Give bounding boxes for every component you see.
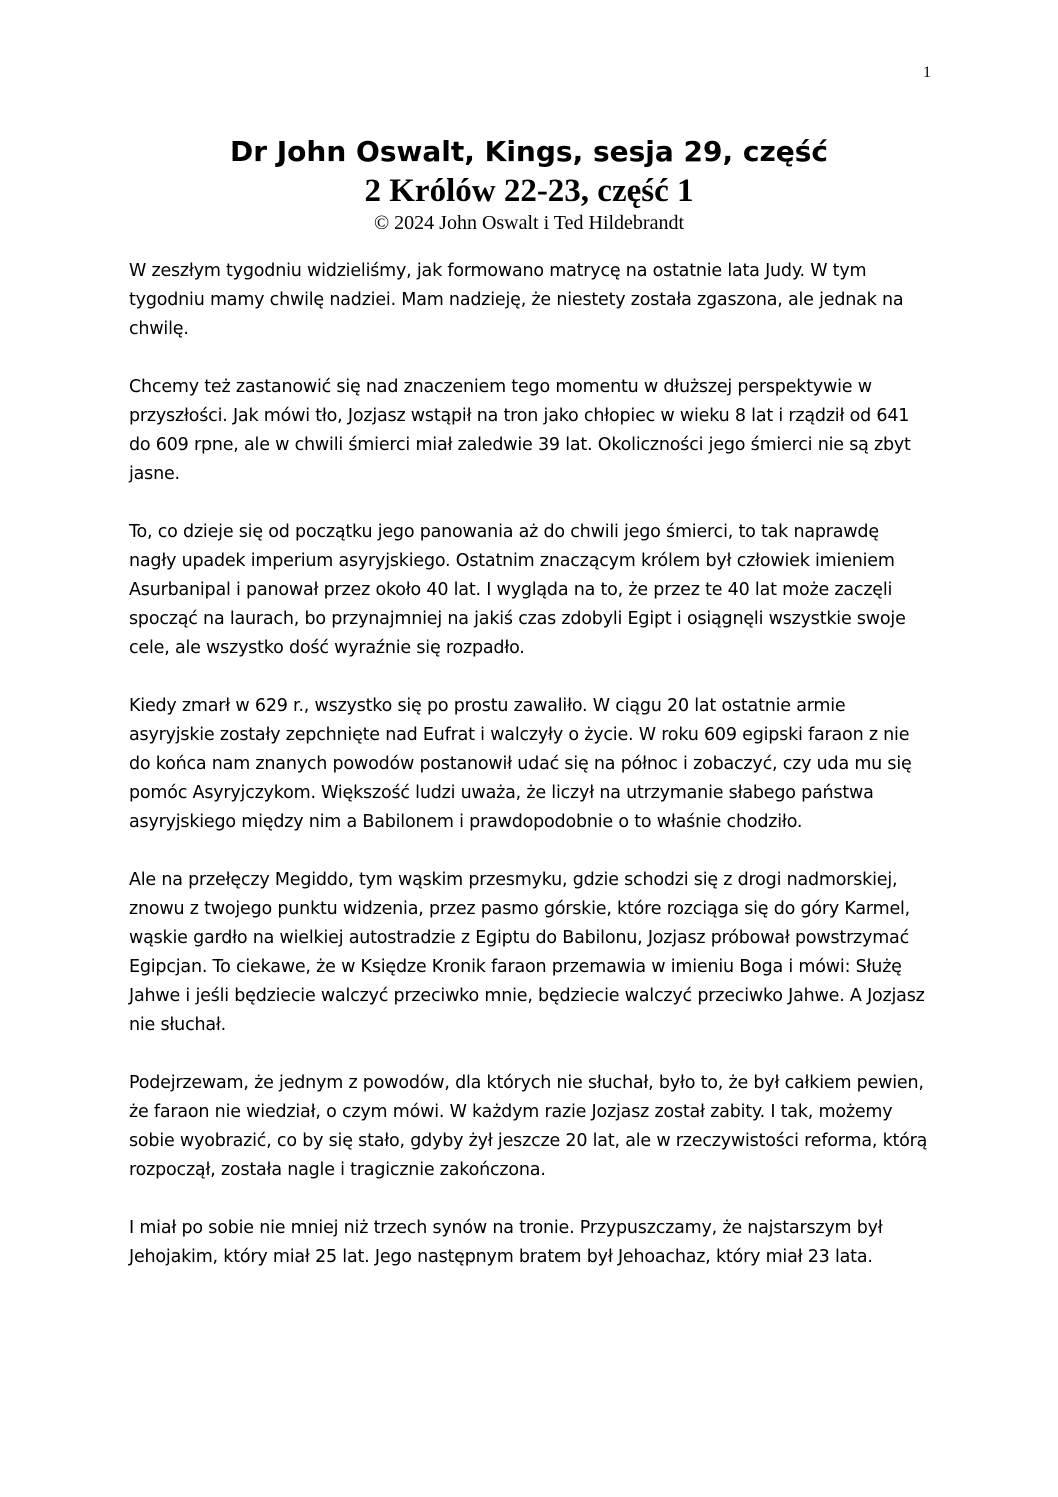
page-number: 1	[923, 64, 931, 81]
document-subtitle: 2 Królów 22-23, część 1	[364, 173, 694, 209]
paragraph: Chcemy też zastanowić się nad znaczeniem tego momentu w dłuższej perspektywie w przyszłości. Jak mówi tło, Jozjasz wstąpił na tron jako chłopiec w wieku 8 lat i rządził od 641 do 609 rpne, ale w chwili śmierci miał zaledwie 39 lat. Okoliczności jego śmierci nie są zbyt jasne.	[129, 377, 911, 484]
document-title: Dr John Oswalt, Kings, sesja 29, część	[229, 135, 829, 168]
paragraph: Ale na przełęczy Megiddo, tym wąskim przesmyku, gdzie schodzi się z drogi nadmorskiej, znowu z twojego punktu widzenia, przez pasmo górskie, które rozciąga się do góry Karmel, wąskie gardło na wielkiej autostradzie z Egiptu do Babilonu, Jozjasz próbował powstrzymać Egipcjan. To ciekawe, że w Księdze Kronik faraon przemawia w imieniu Boga i mówi: Służę Jahwe i jeśli będziecie walczyć przeciwko mnie, będziecie walczyć przeciwko Jahwe. A Jozjasz nie słuchał.	[129, 870, 925, 1035]
body-text	[129, 257, 929, 1301]
paragraph: I miał po sobie nie mniej niż trzech synów na tronie. Przypuszczamy, że najstarszym był Jehojakim, który miał 25 lat. Jego następnym bratem był Jehoachaz, który miał 23 lata.	[129, 1218, 883, 1267]
copyright-notice: © 2024 John Oswalt i Ted Hildebrandt	[373, 212, 685, 234]
title-block	[0, 133, 1058, 235]
paragraph: W zeszłym tygodniu widzieliśmy, jak formowano matrycę na ostatnie lata Judy. W tym tygodniu mamy chwilę nadziei. Mam nadzieję, że niestety została zgaszona, ale jednak na chwilę.	[129, 261, 904, 339]
paragraph: Kiedy zmarł w 629 r., wszystko się po prostu zawaliło. W ciągu 20 lat ostatnie armie asyryjskie zostały zepchnięte nad Eufrat i walczyły o życie. W roku 609 egipski faraon z nie do końca nam znanych powodów postanowił udać się na północ i zobaczyć, czy uda mu się pomóc Asyryjczykom. Większość ludzi uważa, że liczył na utrzymanie słabego państwa asyryjskiego między nim a Babilonem i prawdopodobnie o to właśnie chodziło.	[129, 696, 912, 832]
paragraph: Podejrzewam, że jednym z powodów, dla których nie słuchał, było to, że był całkiem pewien, że faraon nie wiedział, o czym mówi. W każdym razie Jozjasz został zabity. I tak, możemy sobie wyobrazić, co by się stało, gdyby żył jeszcze 20 lat, ale w rzeczywistości reforma, którą rozpoczął, została nagle i tragicznie zakończona.	[129, 1073, 928, 1180]
paragraph: To, co dzieje się od początku jego panowania aż do chwili jego śmierci, to tak naprawdę nagły upadek imperium asyryjskiego. Ostatnim znaczącym królem był człowiek imieniem Asurbanipal i panował przez około 40 lat. I wygląda na to, że przez te 40 lat może zaczęli spocząć na laurach, bo przynajmniej na jakiś czas zdobyli Egipt i osiągnęli wszystkie swoje cele, ale wszystko dość wyraźnie się rozpadło.	[129, 522, 906, 658]
